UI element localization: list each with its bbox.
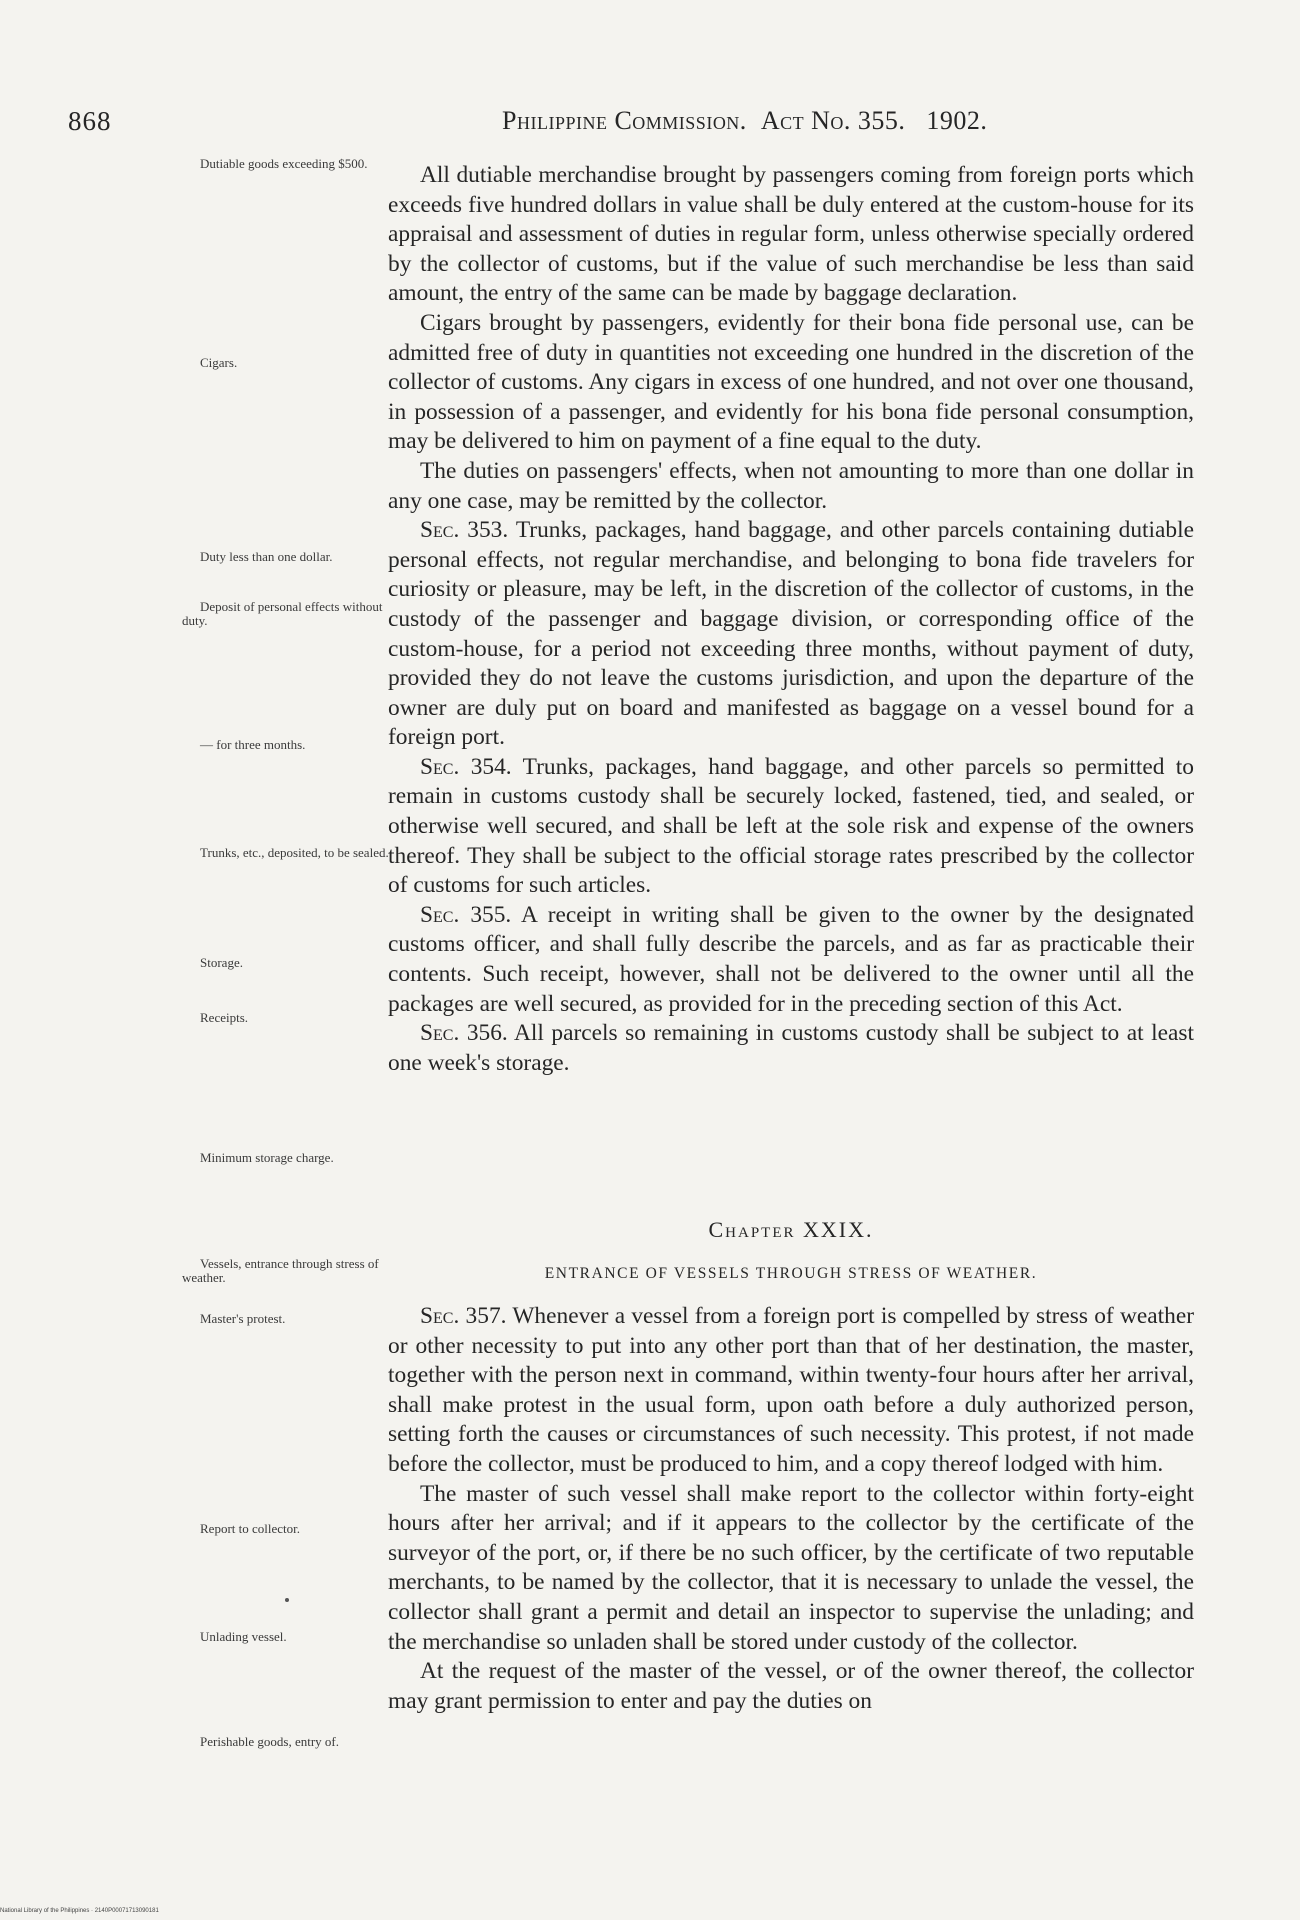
page-number: 868: [68, 106, 112, 136]
section-label: Sec. 357.: [420, 1303, 507, 1329]
paragraph-report-to-collector: The master of such vessel shall make report to the collector within forty-eight hours after her arrival; and if it appears to the collector by the certificate of the surveyor of the port, or, if there be no such officer, by the certificate of two reputable merchants, to be named by the collector, that it is necessary to unlade the vessel, the collector shall grant a permit and detail an inspector to supervise the unlading; and the merchandise so unladen shall be stored under custody of the collector.: [388, 1480, 1194, 1655]
margin-note: Dutiable goods exceeding $500.: [200, 156, 368, 171]
section-text: Whenever a vessel from a foreign port is compelled by stress of weather or other necessity to put into any other port than that of her destination, the master, together with the person next in command, within twenty-four hours after her arrival, shall make protest in the usual form, upon oath before a duly authorized person, setting forth the causes or circumstances of such necessity. This protest, if not made before the collector, must be produced to him, and a copy thereof lodged with him.: [388, 1303, 1194, 1477]
section-356: [388, 1019, 1194, 1078]
margin-note: Master's protest.: [200, 1311, 286, 1326]
section-text: A receipt in writing shall be given to the owner by the designated customs officer, and shall fully describe the parcels, and as far as practicable their contents. Such receipt, however, shall not be delivered to the owner until all the packages are well secured, as provided for in the preceding section of this Act.: [388, 901, 1194, 1017]
running-head-act: Act No. 355.: [760, 106, 906, 135]
section-label: Sec. 356.: [420, 1020, 508, 1047]
margin-note: Perishable goods, entry of.: [200, 1734, 340, 1749]
margin-note: Receipts.: [200, 1010, 249, 1025]
paragraph-perishable-goods: At the request of the master of the vessel, or of the owner thereof, the collector may grant permission to enter and pay the duties on: [388, 1658, 1194, 1714]
margin-note: Report to collector.: [200, 1521, 301, 1536]
section-357: [388, 1302, 1194, 1480]
margin-note: Deposit of personal effects without duty.: [182, 599, 383, 628]
chapter-title: Chapter XXIX.: [708, 1217, 874, 1242]
running-head: [502, 106, 987, 136]
margin-note: Storage.: [200, 955, 243, 970]
running-head-year: 1902.: [926, 106, 988, 135]
margin-note: — for three months.: [200, 737, 306, 752]
margin-note: Minimum storage charge.: [200, 1150, 334, 1165]
section-355: [388, 901, 1194, 1019]
margin-note: Vessels, entrance through stress of weather.: [182, 1256, 379, 1285]
section-354: [388, 753, 1194, 901]
section-label: Sec. 354.: [420, 753, 512, 780]
margin-note: Unlading vessel.: [200, 1629, 287, 1644]
paragraph-dutiable-goods: All dutiable merchandise brought by passengers coming from foreign ports which exceeds five hundred dollars in value shall be duly entered at the custom-house for its appraisal and assessment of duties in regular form, unless otherwise specially ordered by the collector of customs, but if the value of such merchandise be less than said amount, the entry of the same can be made by baggage declaration.: [388, 162, 1194, 307]
chapter-subtitle: ENTRANCE OF VESSELS THROUGH STRESS OF WEATHER.: [544, 1265, 1038, 1282]
paragraph-duty-less-than-dollar: The duties on passengers' effects, when not amounting to more than one dollar in any one case, may be remitted by the collector.: [388, 457, 1194, 514]
section-text: All parcels so remaining in customs custody shall be subject to at least one week's storage.: [388, 1020, 1195, 1076]
section-353: [388, 516, 1194, 753]
margin-note: Duty less than one dollar.: [200, 549, 333, 564]
margin-note: Cigars.: [200, 355, 238, 370]
section-label: Sec. 355.: [420, 901, 512, 928]
margin-note: Trunks, etc., deposited, to be sealed.: [200, 845, 389, 860]
running-head-publication: Philippine Commission.: [502, 106, 747, 135]
section-text: Trunks, packages, hand baggage, and other parcels containing dutiable personal effects, not regular merchandise, and belonging to bona fide travelers for curiosity or pleasure, may be left, in the discretion of the collector of customs, in the custody of the passenger and baggage division, or corresponding office of the custom-house, for a period not exceeding three months, without payment of duty, provided they do not leave the customs jurisdiction, and upon the departure of the owner are duly put on board and manifested as baggage on a vessel bound for a foreign port.: [388, 517, 1194, 751]
body-text-lower: [388, 1302, 1194, 1716]
ink-spot: [285, 1598, 289, 1602]
section-text: Trunks, packages, hand baggage, and other parcels so permitted to remain in customs custody shall be securely locked, fastened, tied, and sealed, or otherwise well secured, and shall be left at the sole risk and expense of the owners thereof. They shall be subject to the official storage rates prescribed by the collector of customs for such articles.: [388, 753, 1194, 899]
section-label: Sec. 353.: [420, 517, 509, 544]
footer-credit: National Library of the Philippines · 2140P00071713090181: [0, 1908, 159, 1914]
paragraph-cigars: Cigars brought by passengers, evidently for their bona fide personal use, can be admitted free of duty in quantities not exceeding one hundred in the discretion of the collector of customs. Any cigars in excess of one hundred, and not over one thousand, in possession of a passenger, and evidently for his bona fide personal consumption, may be delivered to him on payment of a fine equal to the duty.: [388, 309, 1194, 455]
body-text-upper: [388, 161, 1194, 1078]
